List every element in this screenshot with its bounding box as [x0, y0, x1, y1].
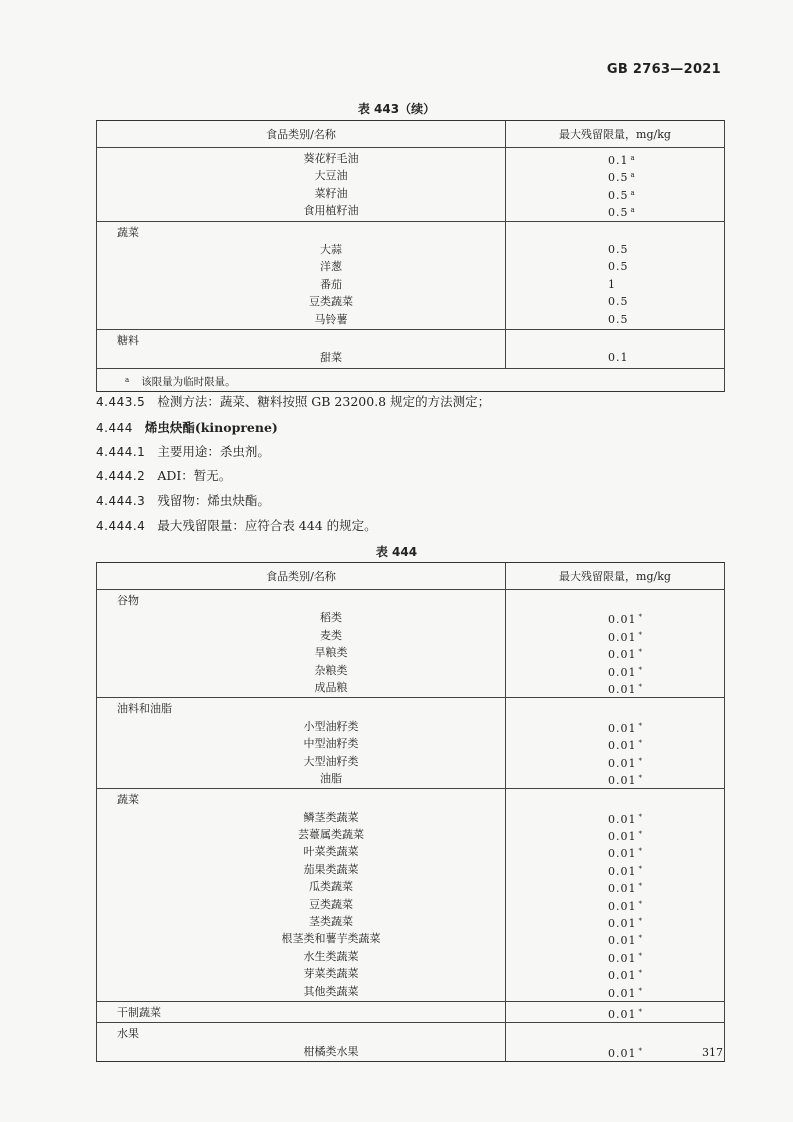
limit-value: 0.01	[608, 682, 637, 696]
limit-value: 0.01	[608, 934, 637, 948]
limit-value-line	[506, 913, 724, 930]
limit-value-line	[506, 150, 724, 167]
limit-value-line	[506, 1004, 724, 1021]
limit-value-line	[506, 679, 724, 696]
spacer-line	[506, 224, 724, 241]
limit-value: 0.01	[608, 739, 637, 753]
food-name: 柑橘类水果	[303, 1044, 359, 1058]
food-name: 马铃薯	[314, 312, 348, 326]
limit-value: 0.5	[608, 312, 629, 326]
footnote-mark: *	[638, 951, 643, 960]
footnote-mark: *	[638, 1046, 643, 1055]
footnote-mark: a	[125, 375, 130, 384]
limit-cell	[506, 1023, 724, 1061]
footnote-mark: a	[630, 171, 636, 180]
food-cell	[97, 330, 506, 368]
limit-value-line	[506, 718, 724, 735]
table-body	[97, 148, 724, 368]
limit-cell	[506, 222, 724, 329]
limit-value-line	[506, 241, 724, 258]
limit-cell	[506, 148, 724, 221]
clause-text: 烯虫炔酯(kinoprene)	[144, 420, 278, 435]
limit-value: 1	[608, 277, 616, 291]
limit-value: 0.1	[608, 351, 629, 365]
food-name: 水生类蔬菜	[303, 949, 359, 963]
food-name: 茄果类蔬菜	[303, 862, 359, 876]
clause-number: 4.443.5	[96, 395, 146, 409]
limit-cell	[506, 789, 724, 1001]
category-label: 油料和油脂	[117, 702, 172, 716]
food-name: 洋葱	[320, 260, 342, 274]
limit-value-line	[506, 609, 724, 626]
footnote-mark: *	[638, 969, 643, 978]
clause-text: ADI：暂无。	[157, 468, 232, 483]
food-name: 甜菜	[320, 351, 342, 365]
spacer-line	[506, 592, 724, 609]
footnote-mark: *	[638, 630, 643, 639]
food-cell	[97, 148, 506, 221]
footnote-mark: a	[630, 188, 636, 197]
food-name: 豆类蔬菜	[309, 295, 353, 309]
table-444	[96, 562, 725, 1062]
limit-value-line	[506, 878, 724, 895]
limit-value-line	[506, 627, 724, 644]
footnote-mark: *	[638, 986, 643, 995]
clause-number: 4.444.4	[96, 519, 146, 533]
category-label: 糖料	[117, 333, 139, 347]
page-number: 317	[702, 1046, 723, 1059]
paragraph	[96, 418, 278, 436]
limit-value: 0.01	[608, 721, 637, 735]
footnote-mark: *	[638, 613, 643, 622]
footnote-mark: *	[638, 721, 643, 730]
food-name: 其他类蔬菜	[303, 984, 359, 998]
limit-value: 0.01	[608, 756, 637, 770]
table-group	[97, 330, 724, 368]
food-cell	[97, 698, 506, 788]
food-name: 豆类蔬菜	[309, 897, 353, 911]
limit-value: 0.01	[608, 951, 637, 965]
standard-code: GB 2763—2021	[606, 62, 721, 77]
limit-value-line	[506, 311, 724, 328]
limit-value-line	[506, 965, 724, 982]
column-header-food: 食品类别/名称	[97, 121, 506, 147]
food-cell	[97, 222, 506, 329]
limit-value-line	[506, 809, 724, 826]
limit-value-line	[506, 258, 724, 275]
clause-number: 4.444.3	[96, 494, 146, 508]
clause-text: 检测方法：蔬菜、糖料按照 GB 23200.8 规定的方法测定；	[157, 394, 491, 409]
limit-value: 0.5	[608, 188, 629, 202]
food-name: 稻类	[320, 611, 342, 625]
food-name: 大型油籽类	[303, 754, 359, 768]
footnote-mark: *	[638, 739, 643, 748]
footnote-mark: *	[638, 917, 643, 926]
food-name: 旱粮类	[314, 646, 348, 660]
food-name: 芽菜类蔬菜	[303, 967, 359, 981]
clause-number: 4.444.2	[96, 469, 146, 483]
food-cell	[97, 590, 506, 697]
limit-value: 0.01	[608, 812, 637, 826]
food-name: 杂粮类	[314, 663, 348, 677]
spacer-line	[506, 700, 724, 717]
footnote-mark: *	[638, 682, 643, 691]
limit-value: 0.01	[608, 969, 637, 983]
limit-value-line	[506, 896, 724, 913]
food-name: 鳞茎类蔬菜	[303, 810, 359, 824]
table-group	[97, 222, 724, 330]
limit-value-line	[506, 293, 724, 310]
limit-value-line	[506, 662, 724, 679]
column-header-food: 食品类别/名称	[97, 563, 506, 589]
limit-cell	[506, 1002, 724, 1022]
limit-value-line	[506, 983, 724, 1000]
clause-text: 主要用途：杀虫剂。	[157, 444, 270, 459]
food-cell	[97, 789, 506, 1001]
footnote-mark: *	[638, 882, 643, 891]
paragraph	[96, 442, 270, 460]
table-group	[97, 148, 724, 222]
footnote-mark: *	[638, 756, 643, 765]
limit-value: 0.01	[608, 864, 637, 878]
food-name: 根茎类和薯芋类蔬菜	[281, 932, 381, 946]
table-444-title: 表 444	[375, 545, 418, 559]
limit-cell	[506, 590, 724, 697]
limit-value: 0.01	[608, 830, 637, 844]
limit-value: 0.5	[608, 242, 629, 256]
limit-value: 0.01	[608, 1007, 637, 1021]
limit-value-line	[506, 202, 724, 219]
category-label: 谷物	[117, 594, 139, 607]
limit-value: 0.5	[608, 260, 629, 274]
footnote-mark: a	[630, 206, 636, 215]
footnote-mark: *	[638, 648, 643, 657]
limit-value-line	[506, 1043, 724, 1060]
limit-value: 0.01	[608, 882, 637, 896]
limit-value-line	[506, 843, 724, 860]
limit-value: 0.01	[608, 630, 637, 644]
limit-value: 0.01	[608, 613, 637, 627]
paragraph	[96, 516, 377, 534]
food-name: 中型油籽类	[303, 737, 359, 751]
table-group	[97, 1002, 724, 1023]
limit-value: 0.01	[608, 1046, 637, 1060]
table-group	[97, 1023, 724, 1061]
footnote-mark: *	[638, 847, 643, 856]
spacer-line	[506, 1025, 724, 1042]
footnote-mark: *	[638, 665, 643, 674]
food-name: 大蒜	[320, 242, 342, 256]
footnote-mark: *	[638, 812, 643, 821]
footnote-mark: *	[638, 899, 643, 908]
limit-value-line	[506, 753, 724, 770]
table-header	[97, 563, 724, 590]
paragraph	[96, 392, 490, 410]
column-header-mrl: 最大残留限量，mg/kg	[559, 570, 671, 583]
food-cell	[97, 1023, 506, 1061]
limit-value: 0.01	[608, 847, 637, 861]
limit-value: 0.01	[608, 665, 637, 679]
table-header	[97, 121, 724, 148]
limit-value: 0.01	[608, 986, 637, 1000]
limit-value-line	[506, 644, 724, 661]
footnote-text: 该限量为临时限量。	[141, 375, 236, 388]
footnote-mark: *	[638, 934, 643, 943]
food-cell	[97, 1002, 506, 1022]
limit-cell	[506, 330, 724, 368]
table-group	[97, 698, 724, 789]
clause-text: 最大残留限量：应符合表 444 的规定。	[157, 518, 377, 533]
table-443	[96, 120, 725, 392]
table-footnote	[97, 368, 724, 391]
category-label: 干制蔬菜	[117, 1005, 161, 1019]
limit-value-line	[506, 185, 724, 202]
food-name: 芸薹属类蔬菜	[298, 828, 364, 842]
table-group	[97, 590, 724, 698]
clause-number: 4.444	[96, 421, 133, 435]
limit-value-line	[506, 948, 724, 965]
paragraph	[96, 466, 231, 484]
footnote-mark: *	[638, 830, 643, 839]
column-header-mrl: 最大残留限量，mg/kg	[559, 128, 671, 141]
table-body	[97, 590, 724, 1061]
limit-value-line	[506, 826, 724, 843]
spacer-line	[506, 332, 724, 349]
footnote-mark: *	[638, 1007, 643, 1016]
food-name: 麦类	[320, 628, 342, 642]
category-label: 蔬菜	[117, 225, 139, 239]
table-group	[97, 789, 724, 1002]
food-name: 油脂	[320, 771, 342, 785]
limit-value-line	[506, 167, 724, 184]
limit-value: 0.1	[608, 154, 629, 167]
food-name: 小型油籽类	[303, 719, 359, 733]
clause-text: 残留物：烯虫炔酯。	[157, 493, 270, 508]
limit-value-line	[506, 770, 724, 787]
limit-value: 0.01	[608, 648, 637, 662]
limit-value: 0.5	[608, 295, 629, 309]
limit-value: 0.01	[608, 917, 637, 931]
category-label: 水果	[117, 1027, 139, 1041]
footnote-mark: a	[630, 154, 636, 162]
limit-value-line	[506, 276, 724, 293]
limit-value: 0.5	[608, 206, 629, 220]
food-name: 番茄	[320, 277, 342, 291]
food-name: 瓜类蔬菜	[309, 880, 353, 894]
limit-cell	[506, 698, 724, 788]
limit-value-line	[506, 735, 724, 752]
spacer-line	[506, 791, 724, 808]
food-name: 叶菜类蔬菜	[303, 845, 359, 859]
limit-value: 0.01	[608, 773, 637, 787]
food-name: 菜籽油	[314, 186, 348, 200]
limit-value-line	[506, 861, 724, 878]
food-name: 成品粮	[314, 680, 348, 694]
food-name: 茎类蔬菜	[309, 915, 353, 929]
limit-value-line	[506, 349, 724, 366]
food-name: 食用植籽油	[303, 204, 359, 218]
table-443-title: 表 443（续）	[357, 102, 436, 116]
footnote-mark: *	[638, 773, 643, 782]
food-name: 葵花籽毛油	[303, 152, 359, 165]
clause-number: 4.444.1	[96, 445, 146, 459]
limit-value: 0.01	[608, 899, 637, 913]
food-name: 大豆油	[314, 169, 348, 183]
paragraph	[96, 491, 270, 509]
footnote-mark: *	[638, 864, 643, 873]
category-label: 蔬菜	[117, 793, 139, 807]
limit-value-line	[506, 930, 724, 947]
limit-value: 0.5	[608, 171, 629, 185]
